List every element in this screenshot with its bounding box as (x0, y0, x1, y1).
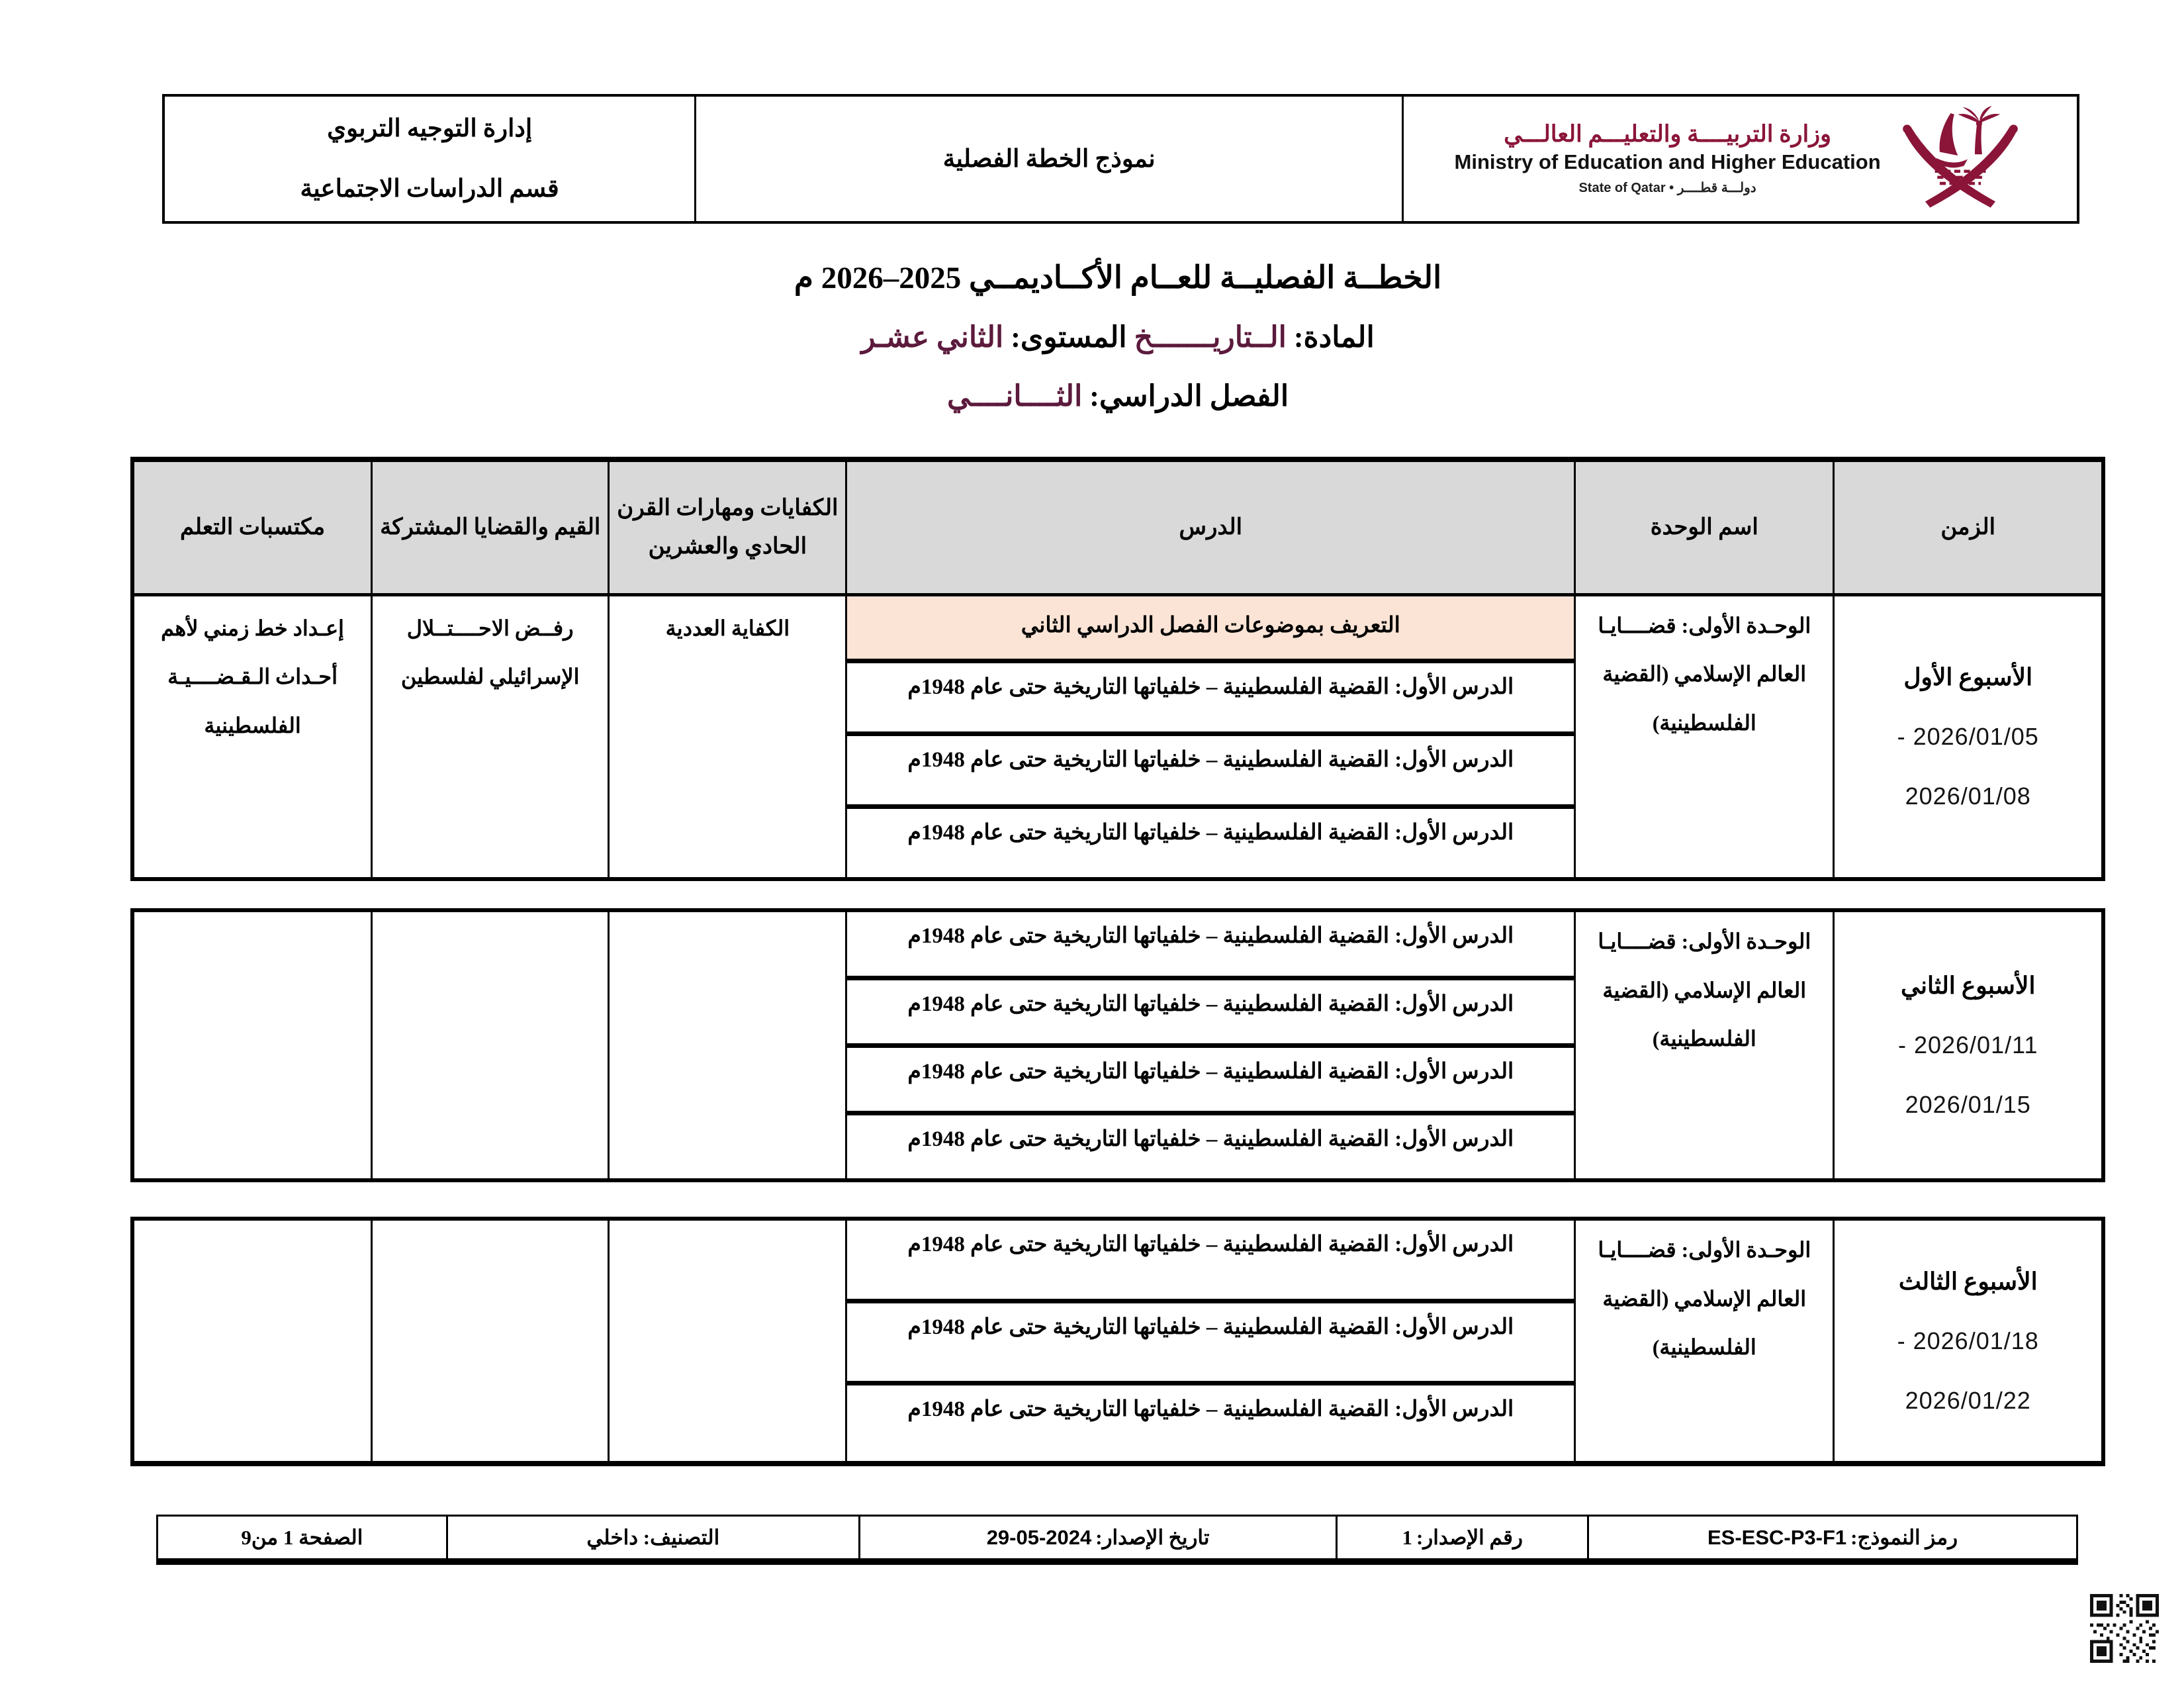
table-row (132, 1219, 2103, 1301)
week1-timebox (1835, 663, 2101, 810)
week2-unit-cell: الوحـدة الأولى: قضــــايـا العالم الإسلامي (القضية الفلسطينية) (1575, 910, 1834, 1180)
column-header-time: الزمن (1834, 459, 2103, 594)
week2-lesson-cell: الدرس الأول: القضية الفلسطينية – خلفياتها التاريخية حتى عام 1948م (846, 1045, 1575, 1113)
week1-lesson-intro-cell: التعريف بموضوعات الفصل الدراسي الثاني (846, 594, 1575, 661)
week3-outcomes-cell (132, 1219, 372, 1464)
week1-skills-cell: الكفاية العددية (609, 594, 846, 879)
ministry-logo-text (1455, 122, 1881, 195)
week2-outcomes-cell (132, 910, 372, 1180)
week1-time-cell (1834, 594, 2103, 879)
column-header-values: القيم والقضايا المشتركة (372, 459, 609, 594)
week1-date-to: 2026/01/08 (1905, 782, 2031, 810)
week3-date-from: - 2026/01/18 (1897, 1327, 2039, 1354)
version-value: 1 (1402, 1525, 1412, 1549)
week1-lesson-cell: الدرس الأول: القضية الفلسطينية – خلفياتها التاريخية حتى عام 1948م (846, 806, 1575, 879)
ministry-logo-cell (1402, 97, 2077, 221)
level-label: المستوى: (1003, 321, 1127, 354)
week3-date-to: 2026/01/22 (1905, 1386, 2031, 1414)
week3-unit-cell: الوحـدة الأولى: قضــــايـا العالم الإسلامي (القضية الفلسطينية) (1575, 1219, 1834, 1464)
week3-skills-cell (609, 1219, 846, 1464)
week3-lesson-cell: الدرس الأول: القضية الفلسطينية – خلفياتها التاريخية حتى عام 1948م (846, 1301, 1575, 1383)
week2-skills-cell (609, 910, 846, 1180)
week3-lesson-cell: الدرس الأول: القضية الفلسطينية – خلفياتها التاريخية حتى عام 1948م (846, 1219, 1575, 1301)
week3-values-cell (372, 1219, 609, 1464)
week2-date-to: 2026/01/15 (1905, 1091, 2031, 1118)
issue-date-value: 29-05-2024 (986, 1525, 1092, 1549)
week2-name: الأسبوع الثاني (1900, 972, 2036, 999)
week3-time-cell (1834, 1219, 2103, 1464)
week1-unit-cell: الوحـدة الأولى: قضــــايـا العالم الإسلامي (القضية الفلسطينية) (1575, 594, 1834, 879)
footer-classification: التصنيف: داخلي (446, 1517, 858, 1558)
subject-level-line (130, 320, 2105, 355)
form-title: نموذج الخطة الفصلية (942, 146, 1156, 173)
week2-timebox (1835, 972, 2101, 1119)
week2-time-cell (1834, 910, 2103, 1180)
footer-form-code (1587, 1517, 2076, 1558)
form-code-label: رمز النموذج: (1850, 1525, 1958, 1549)
plan-table-week-1 (130, 457, 2105, 881)
subject-value: الــتاريـــــــخ (1126, 321, 1287, 354)
week2-date-from: - 2026/01/11 (1897, 1031, 2038, 1058)
week2-lesson-cell: الدرس الأول: القضية الفلسطينية – خلفياتها التاريخية حتى عام 1948م (846, 910, 1575, 978)
semester-line (130, 379, 2105, 414)
semester-label: الفصل الدراسي: (1082, 380, 1289, 413)
week1-outcomes-cell: إعـداد خط زمني لأهم أحـداث الـقـضــــيـة الفلسطينية (132, 594, 372, 879)
department-line2: قسم الدراسات الاجتماعية (300, 175, 559, 203)
semester-value: الثــــانــــي (946, 380, 1083, 413)
form-code-value: ES-ESC-P3-F1 (1707, 1525, 1847, 1549)
department-line1: إدارة التوجيه التربوي (327, 115, 533, 142)
form-title-cell (694, 97, 1402, 221)
week1-date-from: - 2026/01/05 (1897, 722, 2039, 750)
qr-code (2090, 1594, 2159, 1663)
ministry-name-arabic: وزارة التربيــــة والتعليـــم العالـــي (1504, 121, 1832, 148)
footer-version (1336, 1517, 1587, 1558)
document-footer (156, 1515, 2078, 1565)
ministry-name-english: Ministry of Education and Higher Education (1454, 150, 1881, 173)
page-header (162, 94, 2079, 224)
column-header-unit: اسم الوحدة (1575, 459, 1834, 594)
week1-values-cell: رفــض الاحــــتــلال الإسرائيلي لفلسطين (372, 594, 609, 879)
footer-issue-date (858, 1517, 1336, 1558)
plan-table-week-3 (130, 1217, 2105, 1466)
issue-date-label: تاريخ الإصدار: (1095, 1525, 1210, 1549)
week1-name: الأسبوع الأول (1903, 663, 2033, 690)
plan-title: الخطــة الفصليــة للعــام الأكــاديمــي 2025–2026 م (794, 261, 1442, 295)
week2-values-cell (372, 910, 609, 1180)
state-of-qatar-line: دولـــة قطــــر • State of Qatar (1578, 180, 1756, 195)
subject-label: المادة: (1286, 321, 1375, 354)
week1-lesson-cell: الدرس الأول: القضية الفلسطينية – خلفياتها التاريخية حتى عام 1948م (846, 733, 1575, 806)
week2-lesson-cell: الدرس الأول: القضية الفلسطينية – خلفياتها التاريخية حتى عام 1948م (846, 978, 1575, 1045)
document-titles (130, 259, 2105, 414)
level-value: الثاني عشـر (861, 321, 1004, 354)
week3-name: الأسبوع الثالث (1898, 1268, 2038, 1295)
week1-lesson-cell: الدرس الأول: القضية الفلسطينية – خلفياتها التاريخية حتى عام 1948م (846, 661, 1575, 733)
week3-lesson-cell: الدرس الأول: القضية الفلسطينية – خلفياتها التاريخية حتى عام 1948م (846, 1383, 1575, 1464)
column-header-skills: الكفايات ومهارات القرن الحادي والعشرين (609, 459, 846, 594)
week2-lesson-cell: الدرس الأول: القضية الفلسطينية – خلفياتها التاريخية حتى عام 1948م (846, 1113, 1575, 1180)
plan-table-week-2 (130, 908, 2105, 1182)
version-label: رقم الإصدار: (1416, 1525, 1523, 1549)
table-row (132, 594, 2103, 661)
department-cell (165, 97, 694, 221)
ministry-logo (1455, 106, 2026, 212)
table-row (132, 910, 2103, 978)
qatar-emblem-icon (1894, 106, 2026, 212)
table-header-row (132, 459, 2103, 594)
column-header-lesson: الدرس (846, 459, 1575, 594)
week3-timebox (1835, 1268, 2101, 1415)
column-header-outcomes: مكتسبات التعلم (132, 459, 372, 594)
footer-page-number: الصفحة 1 من9 (241, 1525, 363, 1549)
